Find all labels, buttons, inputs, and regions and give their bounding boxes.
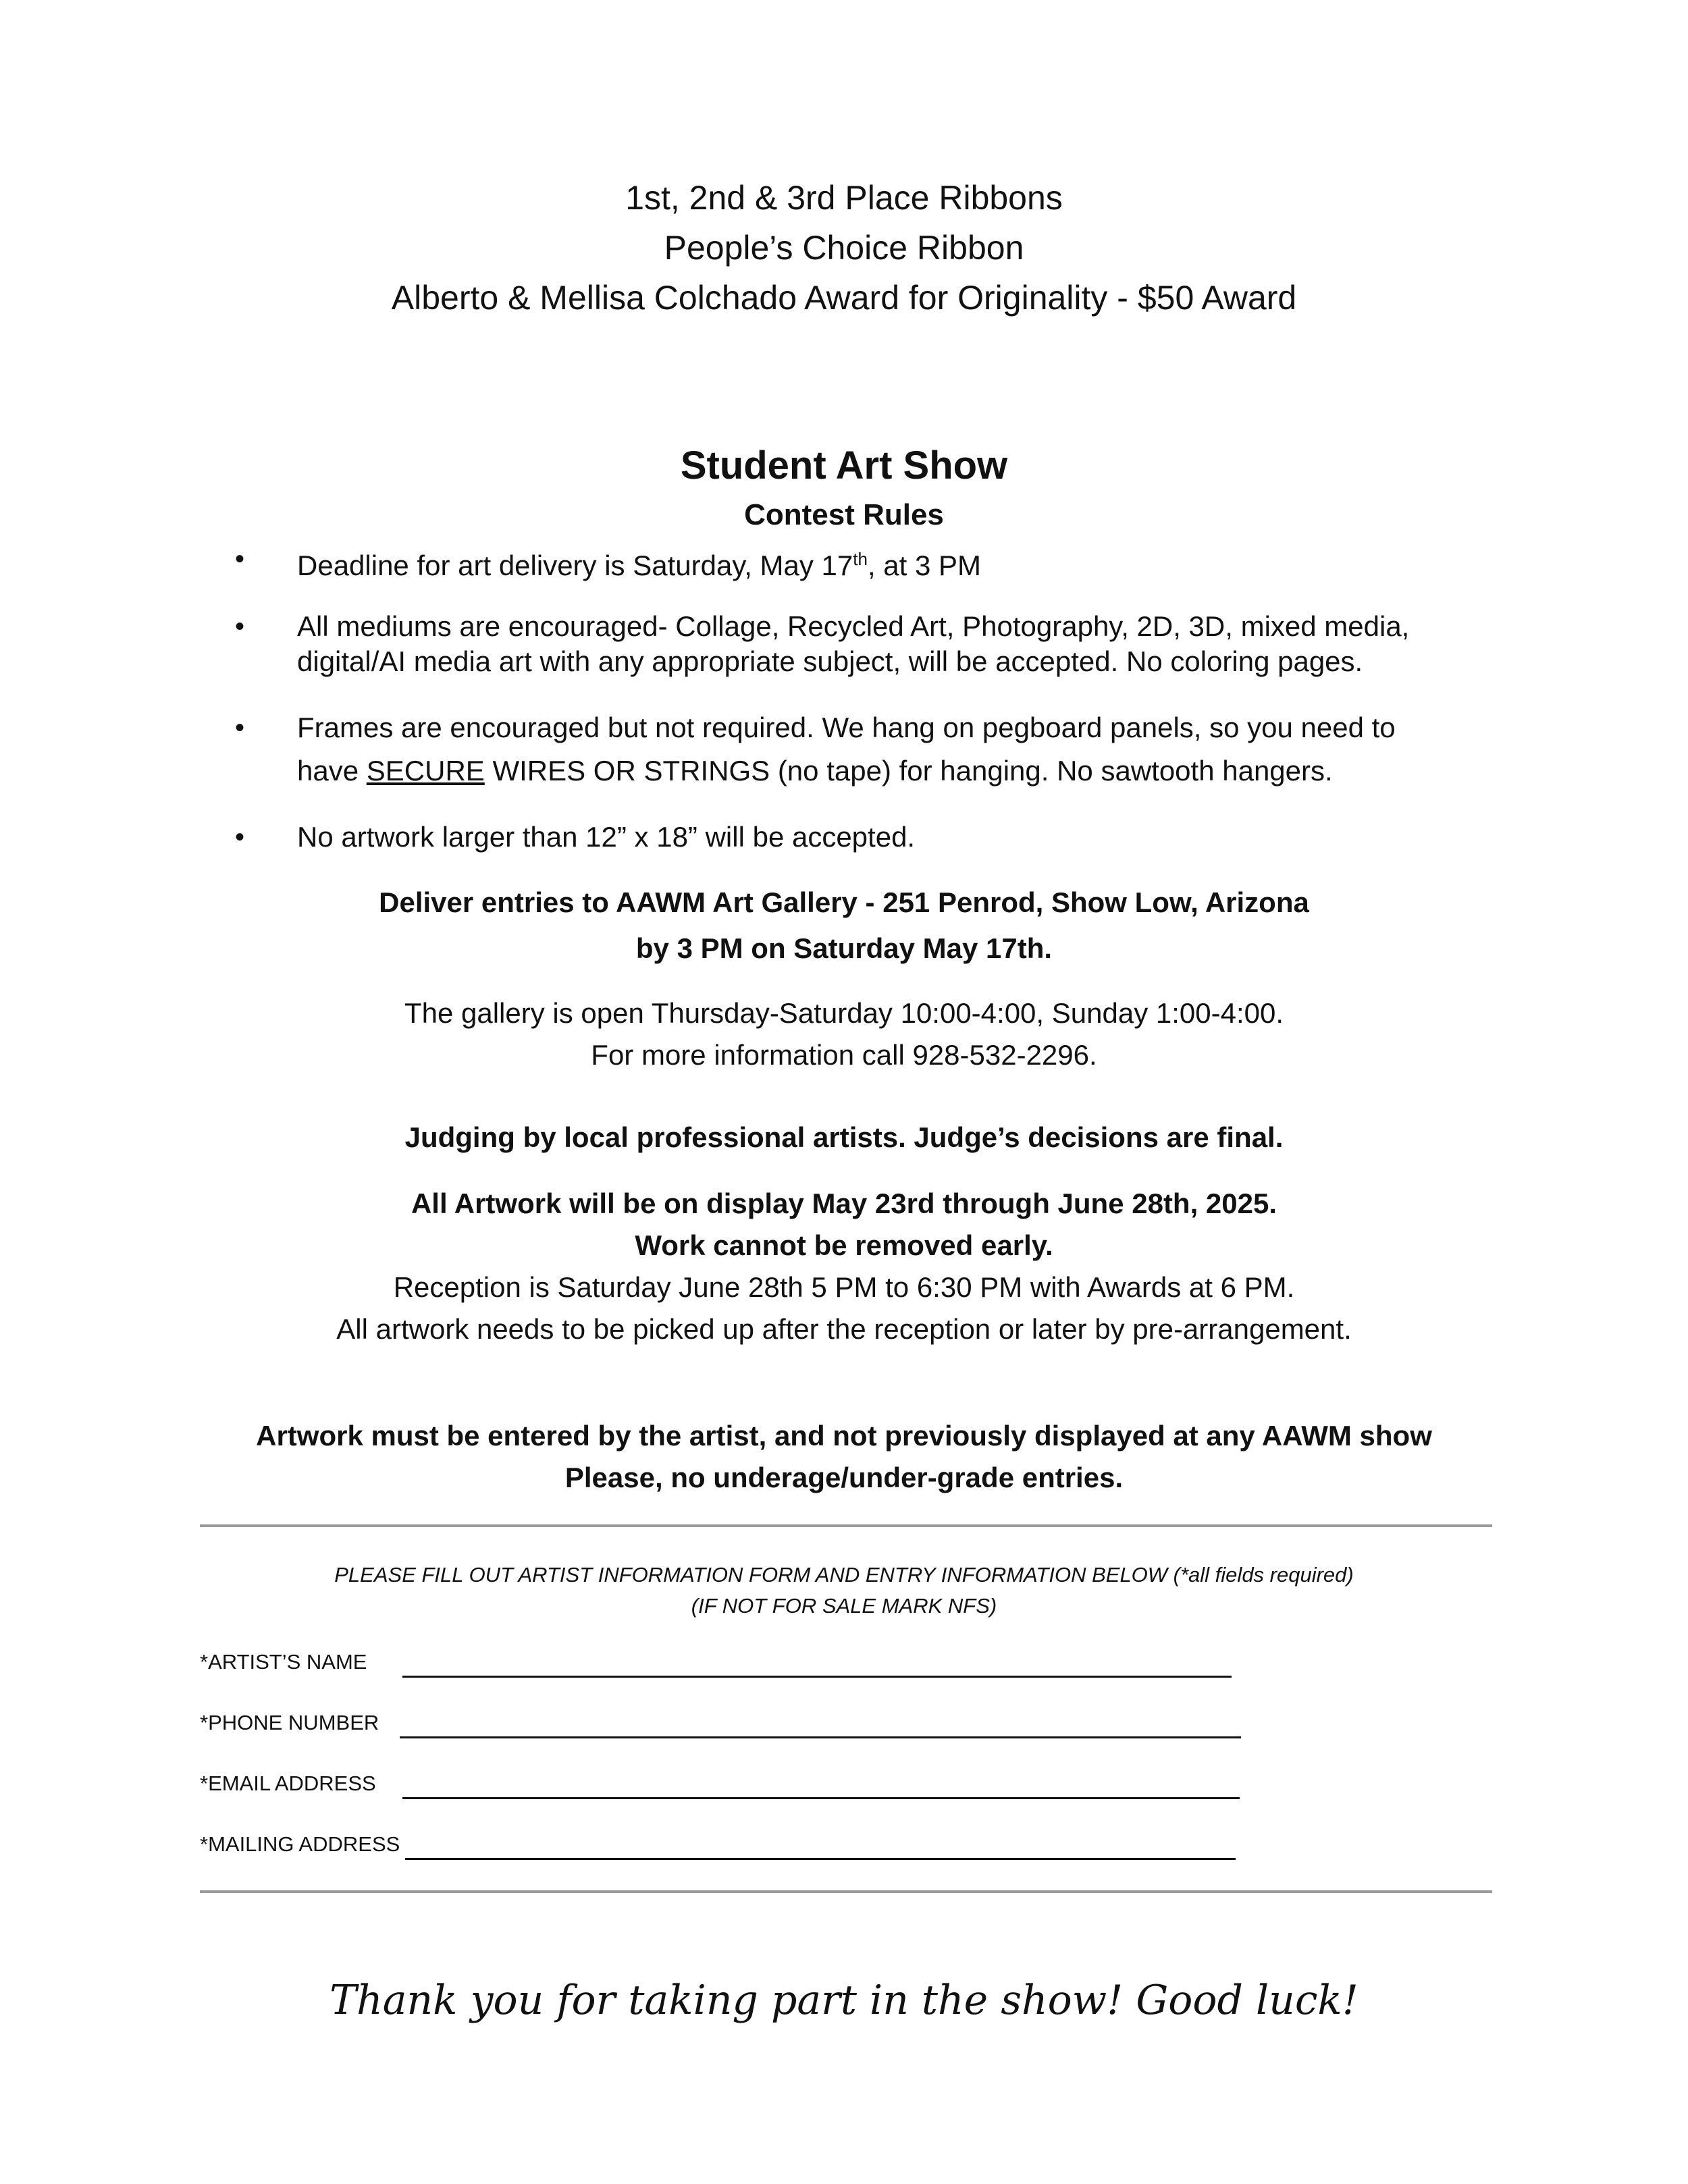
- thank-you-message: Thank you for taking part in the show! Good luck!: [329, 1977, 1359, 2024]
- bullet-icon: •: [235, 612, 245, 641]
- entry-rule-line2: Please, no underage/under-grade entries.: [564, 1462, 1124, 1493]
- mailing-address-label: *MAILING ADDRESS: [200, 1832, 400, 1856]
- phone-label: *PHONE NUMBER: [200, 1711, 379, 1734]
- gallery-phone: For more information call 928-532-2296.: [591, 1039, 1097, 1071]
- gallery-hours: The gallery is open Thursday-Saturday 10:00-4:00, Sunday 1:00-4:00.: [404, 997, 1284, 1029]
- artist-name-line[interactable]: [402, 1676, 1232, 1678]
- rule-mediums: [235, 605, 1512, 683]
- divider-bottom: [200, 1890, 1492, 1893]
- rule-frames-line2: have SECURE WIRES OR STRINGS (no tape) for hanging. No sawtooth hangers.: [297, 755, 1333, 787]
- rule-frames-line1: Frames are encouraged but not required. We hang on pegboard panels, so you need to: [297, 712, 1396, 743]
- reception-info: Reception is Saturday June 28th 5 PM to 6:30 PM with Awards at 6 PM.: [393, 1271, 1295, 1303]
- page-subtitle: Contest Rules: [744, 498, 944, 531]
- rule-size-limit: [235, 816, 1512, 859]
- pickup-info: All artwork needs to be picked up after the reception or later by pre-arrangement.: [336, 1313, 1352, 1345]
- bullet-icon: •: [235, 544, 245, 574]
- award-ribbons: 1st, 2nd & 3rd Place Ribbons: [625, 179, 1063, 217]
- rule-deadline: [235, 537, 1512, 587]
- secure-underlined: SECURE: [366, 755, 485, 787]
- bullet-icon: •: [235, 713, 245, 743]
- form-nfs-note: (IF NOT FOR SALE MARK NFS): [691, 1594, 997, 1618]
- mailing-address-field[interactable]: [200, 1832, 1240, 1866]
- bullet-icon: •: [235, 822, 245, 852]
- delivery-line1: Deliver entries to AAWM Art Gallery - 251 Penrod, Show Low, Arizona: [379, 886, 1309, 918]
- display-no-early-removal: Work cannot be removed early.: [635, 1229, 1053, 1261]
- rule-deadline-text: Deadline for art delivery is Saturday, May 17: [297, 550, 853, 581]
- mailing-address-line[interactable]: [405, 1858, 1236, 1860]
- page-title: Student Art Show: [680, 444, 1008, 487]
- email-line[interactable]: [402, 1797, 1240, 1799]
- display-dates: All Artwork will be on display May 23rd through June 28th, 2025.: [411, 1188, 1277, 1219]
- judging-note: Judging by local professional artists. Judge’s decisions are final.: [404, 1121, 1284, 1153]
- award-originality: Alberto & Mellisa Colchado Award for Originality - $50 Award: [391, 279, 1297, 317]
- entry-rule-line1: Artwork must be entered by the artist, and not previously displayed at any AAWM show: [256, 1420, 1432, 1451]
- rule-mediums-line1: All mediums are encouraged- Collage, Recycled Art, Photography, 2D, 3D, mixed media,: [297, 610, 1410, 642]
- rule-deadline-text-end: , at 3 PM: [867, 550, 982, 581]
- divider-top: [200, 1524, 1492, 1527]
- phone-line[interactable]: [400, 1736, 1241, 1738]
- rule-mediums-line2: digital/AI media art with any appropriate subject, will be accepted. No coloring pages.: [297, 645, 1363, 677]
- rule-deadline-sup: th: [853, 549, 868, 569]
- form-instructions: PLEASE FILL OUT ARTIST INFORMATION FORM AND ENTRY INFORMATION BELOW (*all fields required): [334, 1563, 1354, 1587]
- email-field[interactable]: [200, 1772, 1240, 1805]
- phone-field[interactable]: [200, 1711, 1240, 1744]
- rule-frames: [235, 706, 1512, 793]
- award-peoples-choice: People’s Choice Ribbon: [664, 229, 1024, 267]
- delivery-line2: by 3 PM on Saturday May 17th.: [635, 932, 1053, 964]
- email-label: *EMAIL ADDRESS: [200, 1772, 376, 1795]
- rule-size-text: No artwork larger than 12” x 18” will be accepted.: [297, 821, 916, 853]
- artist-name-label: *ARTIST’S NAME: [200, 1650, 367, 1674]
- artist-name-field[interactable]: [200, 1650, 1240, 1684]
